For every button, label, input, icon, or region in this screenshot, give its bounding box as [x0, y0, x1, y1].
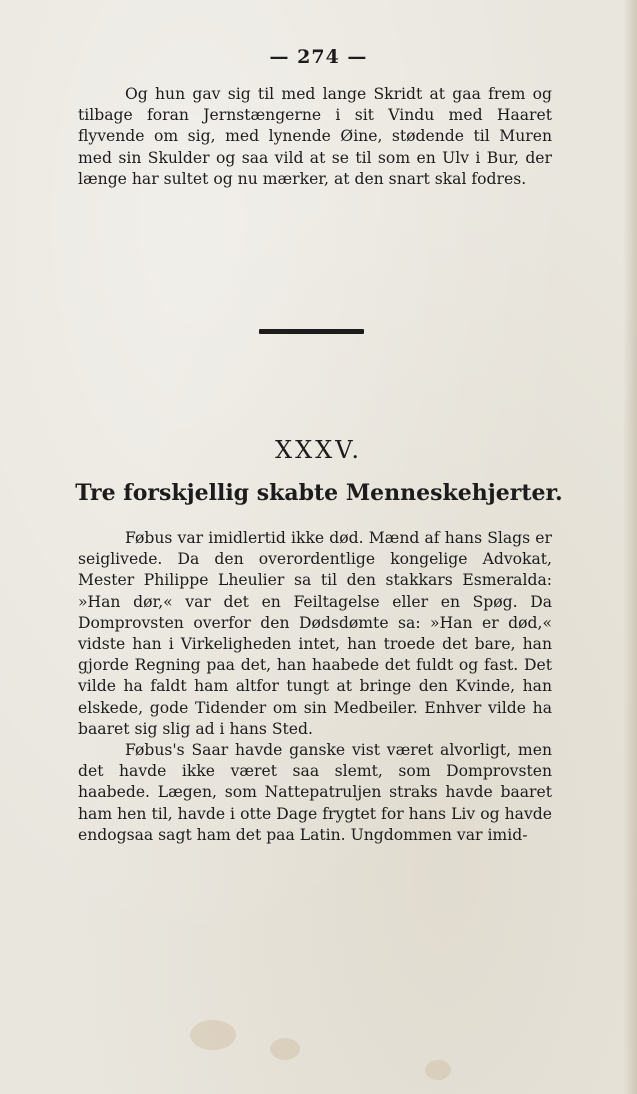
top-text-block	[78, 84, 552, 190]
chapter-body	[78, 528, 552, 846]
section-divider	[259, 329, 364, 334]
chapter-numeral: XXXV.	[274, 436, 363, 464]
chapter-title: Tre forskjellig skabte Menneskehjerter.	[75, 480, 563, 506]
page-edge-shadow	[623, 0, 637, 1094]
paper-stain	[190, 1020, 236, 1050]
paragraph: Føbus var imidlertid ikke død. Mænd af hans Slags er seiglivede. Da den overordentlige kongelige Advokat, Mester Philippe Lheulier sa til den stakkars Esmeralda: »Han dør,« var det en Feiltagelse eller en Spøg. Da Domprovsten overfor den Dødsdømte sa: »Han er død,« vidste han i Virkeligheden intet, han troede det bare, han gjorde Regning paa det, han haabede det fuldt og fast. Det vilde ha faldt ham altfor tungt at bringe den Kvinde, han elskede, gode Tidender om sin Medbeiler. Enhver vilde ha baaret sig slig ad i hans Sted.	[78, 529, 552, 738]
paragraph: Føbus's Saar havde ganske vist været alvorligt, men det havde ikke været saa slemt, som Domprovsten haabede. Lægen, som Nattepatruljen straks havde baaret ham hen til, havde i otte Dage frygtet for hans Liv og havde endogsaa sagt ham det paa Latin. Ungdommen var imid-	[78, 741, 552, 844]
page-number: — 274 —	[269, 46, 368, 68]
paper-stain	[270, 1038, 300, 1060]
paper-stain	[425, 1060, 451, 1080]
paragraph: Og hun gav sig til med lange Skridt at gaa frem og tilbage foran Jernstængerne i sit Vindu med Haaret flyvende om sig, med lynende Øine, stødende til Muren med sin Skulder og saa vild at se til som en Ulv i Bur, der længe har sultet og nu mærker, at den snart skal fodres.	[78, 85, 552, 188]
